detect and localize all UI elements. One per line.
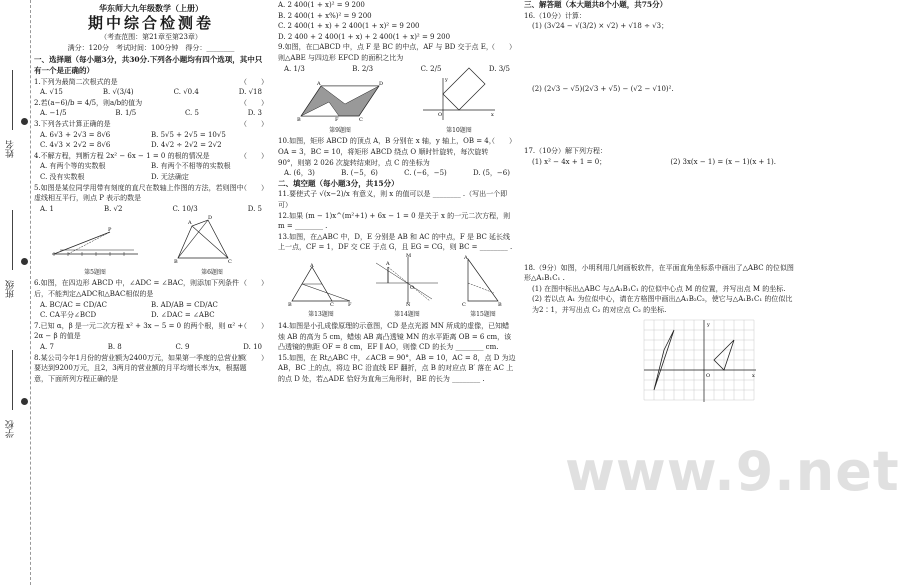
exam-scope: （考查范围：第21章至第23章） <box>100 33 202 42</box>
question-4 <box>34 151 268 162</box>
option-a: A. 1 <box>40 204 54 213</box>
question-text: 4.不解方程，判断方程 2x² − 6x − 1 = 0 的根的情况是 <box>34 151 210 160</box>
option-c: C. 10/3 <box>172 204 198 213</box>
column-1 <box>34 0 268 384</box>
option-a: A. 6√3 + 2√3 = 8√6 <box>40 130 111 139</box>
option-a: A. BC/AC = CD/AC <box>40 300 107 309</box>
figures-9-10 <box>278 74 516 136</box>
question-12: 12.如果 (m − 1)x^(m²+1) + 6x − 1 = 0 是关于 x 的一元二次方程，则 m = ________ . <box>278 211 511 231</box>
option-d: D. 10 <box>243 343 262 352</box>
option-d: D. 3 <box>247 109 262 118</box>
question-14: 14.如图是小孔成像原理的示意图，CD 是点光源 MN 所成的虚像，已知蜡烛 AB 的高为 5 cm，蜡烛 AB 离凸透镜 MN 的水平距离 OB = 6 cm，该凸透镜的焦距 OF = 8 cm，EF ∥ AO，则像 CD 的长为 ________ cm. <box>278 322 512 352</box>
svg-text:A: A <box>317 81 321 88</box>
question-17-part-1: (1) x² − 4x + 1 = 0； <box>532 157 607 166</box>
binding-hole <box>21 398 28 405</box>
option-d: D. 无法确定 <box>151 172 189 181</box>
watermark: www.9.net <box>565 440 900 503</box>
answer-paren: （ ） <box>240 77 268 86</box>
option-a: A. 有两个等的实数根 <box>40 162 106 171</box>
options <box>34 342 268 353</box>
option-a: A. √15 <box>40 88 63 97</box>
option-c: C. 没有实数根 <box>40 172 85 181</box>
binding-margin <box>0 0 31 585</box>
option-b: B. 5√5 + 2√5 = 10√5 <box>151 130 226 139</box>
options <box>34 108 268 119</box>
options <box>34 161 268 182</box>
svg-text:D: D <box>208 215 213 222</box>
section-choice: 一、选择题（每小题3分，共30分.下列各小题均有四个选项，其中只有一个是正确的） <box>34 55 263 75</box>
svg-text:C: C <box>330 301 334 308</box>
question-11: 11.要使式子 √(x−2)/x 有意义，则 x 的值可以是 ________ .（写出一个即可） <box>278 190 508 209</box>
svg-text:C: C <box>359 117 363 124</box>
figure-14 <box>372 253 442 321</box>
column-2 <box>278 0 516 385</box>
option-c: C. √0.4 <box>173 88 199 97</box>
answer-space <box>524 94 796 146</box>
svg-text:A: A <box>464 254 468 261</box>
question-16: 16.（10分）计算： <box>524 11 587 20</box>
option-b: B. 1/5 <box>115 109 137 118</box>
option-c: C. 4√3 × 2√2 = 8√6 <box>40 141 111 150</box>
question-10 <box>278 136 516 168</box>
answer-paren: （ ） <box>240 353 268 362</box>
svg-text:x: x <box>752 372 755 379</box>
option-b: B. √2 <box>103 204 123 213</box>
q8-option-b: B. 2 400(1 + x%)² = 9 200 <box>278 11 372 20</box>
question-16-part-2: (2) (2√3 − √5)(2√3 + √5) − (√2 − √10)². <box>532 84 674 93</box>
option-c: C. CA平分∠BCD <box>40 311 97 320</box>
figure-14-caption: 第14题图 <box>394 311 420 319</box>
question-text: 3.下列各式计算正确的是 <box>34 119 111 128</box>
question-text: 6.如图，在四边形 ABCD 中，∠ADC = ∠BAC，则添加下列条件后，不能判定△ADC和△BAC相似的是 <box>34 279 240 299</box>
figures-5-6 <box>34 214 268 278</box>
question-text: 2.若(a−6)/b = 4/5，则a/b的值为 <box>34 98 143 107</box>
option-a: A. 7 <box>40 343 54 352</box>
svg-text:C: C <box>462 301 466 308</box>
answer-paren: （ ） <box>240 119 268 128</box>
exam-title: 期中综合检测卷 <box>87 13 214 32</box>
q8-option-a: A. 2 400(1 + x)² = 9 200 <box>278 1 365 9</box>
svg-text:M: M <box>406 252 412 259</box>
binding-hole <box>21 118 28 125</box>
right-triangle-figure <box>458 253 508 307</box>
quadrilateral-figure <box>172 214 252 264</box>
options <box>34 87 268 98</box>
question-8 <box>34 353 268 385</box>
question-text: 1.下列为最简二次根式的是 <box>34 77 118 86</box>
svg-text:B: B <box>297 117 301 124</box>
figure-15 <box>458 253 508 321</box>
option-d: D. √18 <box>238 88 262 97</box>
rectangle-axes-figure <box>419 74 499 122</box>
answer-paren: （ ） <box>240 183 268 192</box>
question-text: 7.已知 α，β 是一元二次方程 x² + 3x − 5 = 0 的两个根，则 α² + 2α − β 的值是 <box>34 321 244 341</box>
school-line <box>12 350 13 410</box>
question-text: 5.如图是某位同学用带有刻度的直尺在数轴上作图的方法，若则图中虚线相互平行，则点 P 表示的数是 <box>34 183 244 203</box>
svg-text:O: O <box>706 372 711 379</box>
svg-text:y: y <box>707 321 710 328</box>
figure-6 <box>172 214 252 278</box>
option-d: D. (5，−6) <box>472 169 510 178</box>
svg-text:O: O <box>438 112 443 119</box>
option-b: B. AD/AB = CD/AC <box>151 300 218 309</box>
figure-9-caption: 第9题图 <box>329 126 351 134</box>
question-3 <box>34 119 268 130</box>
question-15: 15.如图，在 Rt△ABC 中，∠ACB = 90°，AB = 10，AC = 8，点 D 为边 AB，BC 上的点，将边 BC 沿直线 EF 翻折，点 B 的对应点 B′ 落在 AC 上的点 D 处，若△ADE 恰好为直角三角形时，BE 的长为 ________ . <box>278 353 516 384</box>
figure-15-caption: 第15题图 <box>470 311 496 319</box>
question-18: 18.（9分）如图，小明利用几何画板软件，在平面直角坐标系中画出了△ABC 的位似图形△A₁B₁C₁ . <box>524 263 794 283</box>
figure-5 <box>50 224 140 278</box>
question-text: 8.某公司今年1月份的营业额为2400万元，如果第一季度的总营业额要达到9200万元，且2，3两月的营业额的月平均增长率为x，根据题意，下面所列方程正确的是 <box>34 353 247 383</box>
figure-10 <box>419 74 499 136</box>
parallelogram-figure <box>295 80 385 122</box>
options <box>34 130 268 151</box>
svg-text:F: F <box>335 117 339 124</box>
figure-10-caption: 第10题图 <box>446 126 472 134</box>
svg-text:N: N <box>406 301 411 308</box>
figures-13-15 <box>278 253 516 321</box>
option-b: B. 8 <box>107 343 122 352</box>
svg-text:A: A <box>188 220 192 227</box>
question-17-part-2: (2) 3x(x − 1) = (x − 1)(x + 1). <box>670 157 776 166</box>
options <box>278 168 516 179</box>
figure-9 <box>295 80 385 136</box>
question-17-parts <box>524 157 796 168</box>
svg-text:B: B <box>174 259 178 266</box>
option-c: C. (−6，−5) <box>404 169 447 178</box>
question-5 <box>34 183 268 204</box>
svg-text:y: y <box>445 77 448 84</box>
svg-text:P: P <box>108 227 112 234</box>
question-18-part-1: (1) 在图中标出△ABC 与△A₁B₁C₁ 的位似中心点 M 的位置，并写出点 M 的坐标. <box>532 284 786 293</box>
figure-5-caption: 第5题图 <box>84 268 106 276</box>
column-3 <box>524 0 796 409</box>
option-d: D. 4√2 ÷ 2√2 = 2√2 <box>151 141 222 150</box>
option-a: A. −1/5 <box>40 109 67 118</box>
svg-text:D: D <box>379 81 384 88</box>
figure-6-caption: 第6题图 <box>201 268 223 276</box>
coordinate-grid-figure <box>644 320 764 406</box>
option-b: B. 2/3 <box>352 64 374 73</box>
class-label: 班级 <box>6 280 16 298</box>
svg-text:A: A <box>310 262 314 269</box>
section-answer: 三、解答题（本大题共8个小题，共75分） <box>524 0 668 9</box>
question-13: 13.如图，在△ABC 中，D，E 分别是 AB 和 AC 的中点，F 是 BC 延长线上一点，CF = 1，DF 交 CE 于点 G，且 EG = CG，则 BC = ________ . <box>278 232 513 252</box>
option-c: C. 2/5 <box>420 64 442 73</box>
figure-13 <box>286 263 356 321</box>
option-d: D. ∠DAC = ∠ABC <box>151 311 215 320</box>
binding-hole <box>21 258 28 265</box>
q8-option-d: D. 2 400 + 2 400(1 + x) + 2 400(1 + x)² = 9 200 <box>278 32 451 41</box>
svg-text:A: A <box>386 260 390 267</box>
svg-text:B: B <box>498 301 502 308</box>
answer-paren: （ ） <box>240 98 268 107</box>
question-16-part-1: (1) (3√24 − √(3/2) × √2) + √18 ÷ √3； <box>532 22 669 31</box>
figure-13-caption: 第13题图 <box>308 311 334 319</box>
question-2 <box>34 98 268 109</box>
question-6 <box>34 278 268 299</box>
number-line-figure <box>50 224 140 264</box>
option-d: D. 5 <box>247 204 262 213</box>
svg-text:C: C <box>228 259 232 266</box>
option-a: A. (6，3) <box>284 169 315 178</box>
question-1 <box>34 77 268 88</box>
section-fill: 二、填空题（每小题3分，共15分） <box>278 178 399 188</box>
exam-meta: 满分：120分 考试时间：100分钟 得分：________ <box>67 43 235 52</box>
answer-paren: （ ） <box>240 151 268 160</box>
class-line <box>12 210 13 270</box>
answer-space <box>524 32 796 84</box>
option-b: B. 有两个不相等的实数根 <box>151 162 231 171</box>
answer-paren: （ ） <box>240 279 268 288</box>
question-text: 9.如图，在□ABCD 中，点 F 是 BC 的中点，AF 与 BD 交于点 E，则△ABE 与四边形 EFCD 的面积之比为 <box>278 43 493 62</box>
name-line <box>12 70 13 130</box>
question-text: 10.如图，矩形 ABCD 的顶点 A，B 分别在 x 轴，y 轴上，OB = 4，OA = 3，BC = 10，将矩形 ABCD 绕点 O 顺时针旋转，每次旋转90°，则第 2 026 次旋转结束时，点 C 的坐标为 <box>278 137 496 167</box>
options <box>34 204 268 215</box>
answer-space <box>524 168 796 263</box>
school-label: 学校 <box>6 420 16 438</box>
options <box>278 64 516 75</box>
question-9 <box>278 42 516 63</box>
option-d: D. 3/5 <box>488 64 510 73</box>
lens-figure <box>372 253 442 307</box>
q8-option-c: C. 2 400(1 + x) + 2 400(1 + x)² = 9 200 <box>278 22 420 31</box>
option-a: A. 1/3 <box>284 64 305 73</box>
option-b: B. √(3/4) <box>102 88 134 97</box>
svg-text:B: B <box>288 301 292 308</box>
svg-text:O: O <box>410 284 415 291</box>
name-label: 姓名 <box>6 140 16 158</box>
book-header: 华东师大九年级数学（上册） <box>99 3 203 13</box>
answer-paren: （ ） <box>488 137 516 146</box>
option-c: C. 5 <box>184 109 199 118</box>
option-b: B. (−5，6) <box>341 169 378 178</box>
question-7 <box>34 321 268 342</box>
question-18-part-2: (2) 若以点 A₁ 为位似中心，请在方格图中画出△A₁B₂C₂，使它与△A₁B₁C₁ 的位似比为2∶1，并写出点 C₂ 的对应点 C₂ 的坐标. <box>532 295 793 314</box>
answer-paren: （ ） <box>488 43 516 52</box>
option-c: C. 9 <box>175 343 190 352</box>
options <box>34 300 268 321</box>
question-17: 17.（10分）解下列方程： <box>524 147 608 156</box>
answer-paren: （ ） <box>240 321 268 330</box>
svg-text:F: F <box>348 301 352 308</box>
svg-text:x: x <box>491 112 494 119</box>
triangle-figure <box>286 263 356 307</box>
